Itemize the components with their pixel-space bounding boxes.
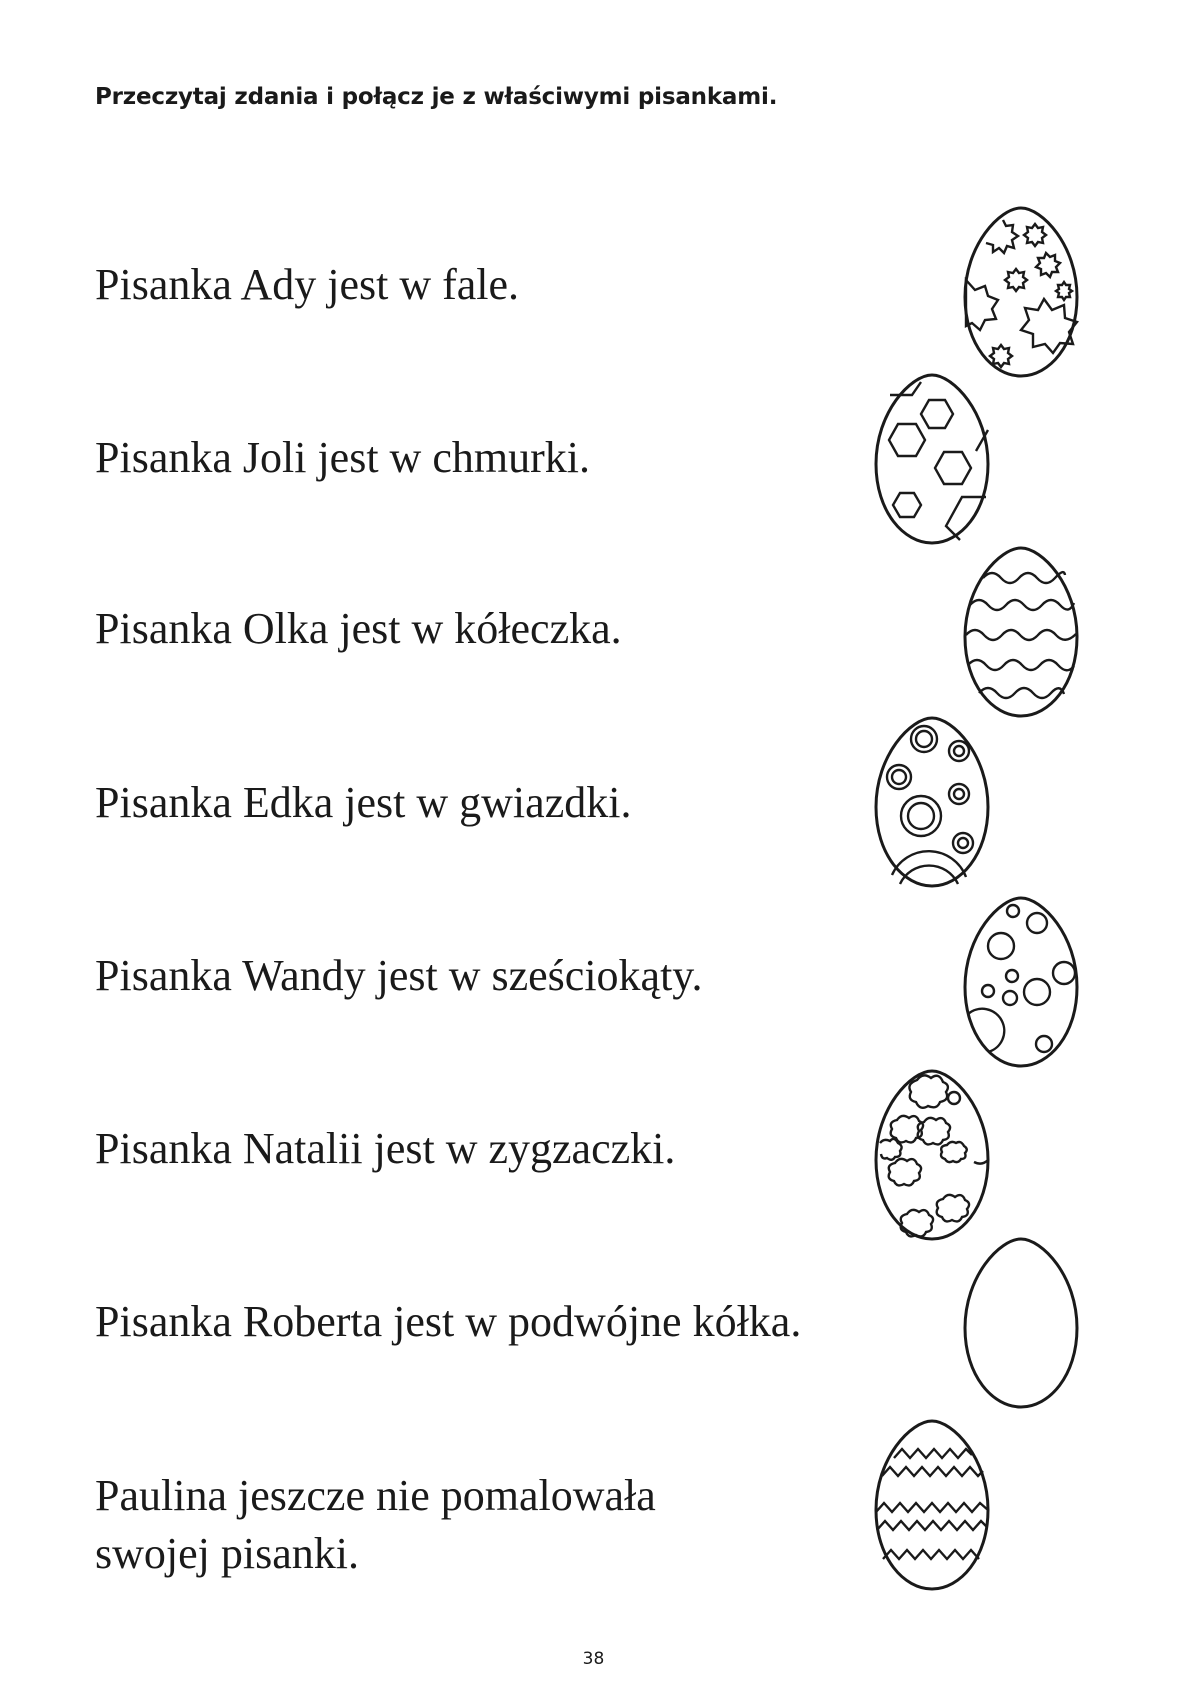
egg-clouds[interactable] [876,1071,988,1239]
sentence-ada: Pisanka Ady jest w fale. [95,260,520,309]
egg-circles[interactable] [965,898,1077,1066]
egg-plain[interactable] [965,1239,1077,1407]
egg-zigzags[interactable] [876,1421,988,1589]
sentence-natalia: Pisanka Natalii jest w zygzaczki. [95,1124,676,1173]
sentence-jola: Pisanka Joli jest w chmurki. [95,433,590,482]
sentence-edek: Pisanka Edka jest w gwiazdki. [95,778,632,827]
sentence-robert: Pisanka Roberta jest w podwójne kółka. [95,1297,802,1346]
instruction-text: Przeczytaj zdania i połącz je z właściwymi pisankami. [95,84,778,110]
sentence-paulina-line2: swojej pisanki. [95,1529,359,1578]
egg-hexagons[interactable] [876,375,988,543]
page-number: 38 [582,1649,605,1669]
sentence-paulina-line1: Paulina jeszcze nie pomalowała [95,1471,656,1520]
egg-stars[interactable] [965,208,1077,376]
egg-waves[interactable] [965,548,1077,716]
egg-double-circles[interactable] [876,718,988,886]
sentence-olek: Pisanka Olka jest w kółeczka. [95,604,622,653]
sentence-wanda: Pisanka Wandy jest w sześciokąty. [95,951,703,1000]
